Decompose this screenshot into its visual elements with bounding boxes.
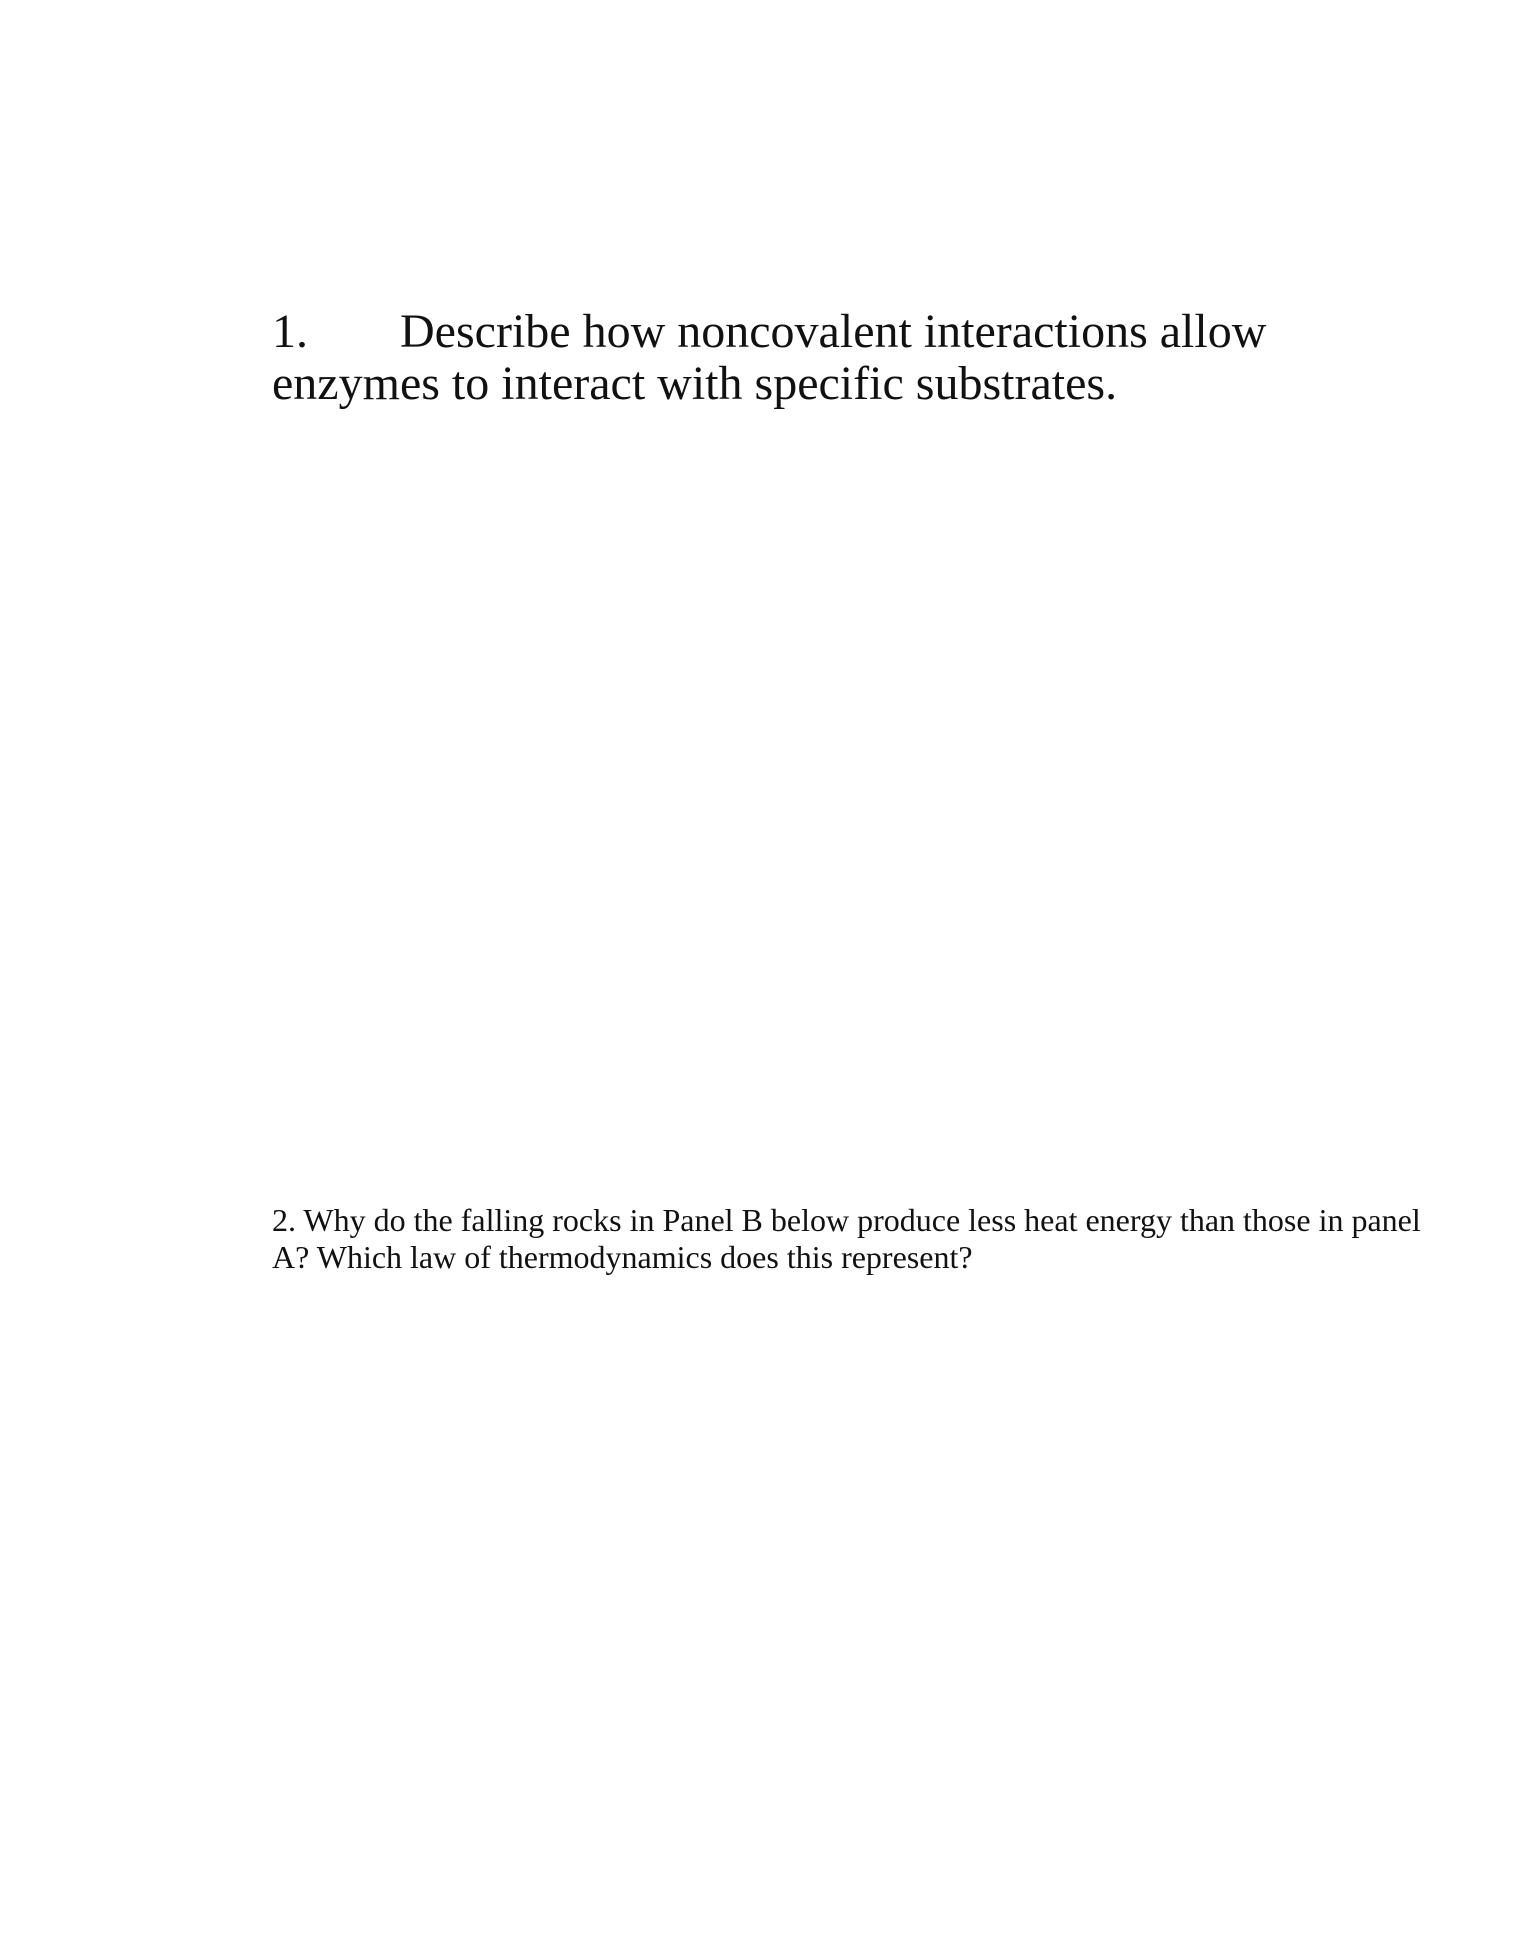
question-1-text-line-1: Describe how noncovalent interactions allow bbox=[400, 305, 1267, 358]
question-1-text-line-2: enzymes to interact with specific substrates. bbox=[272, 357, 1118, 410]
question-2-text-line-1: 2. Why do the falling rocks in Panel B below produce less heat energy than those in panel bbox=[272, 1202, 1421, 1238]
question-1-line-1 bbox=[272, 306, 1332, 358]
question-1-number: 1. bbox=[272, 305, 308, 358]
question-1 bbox=[272, 306, 1332, 410]
question-2 bbox=[272, 1202, 1421, 1276]
question-2-text-line-2: A? Which law of thermodynamics does this represent? bbox=[272, 1239, 973, 1275]
